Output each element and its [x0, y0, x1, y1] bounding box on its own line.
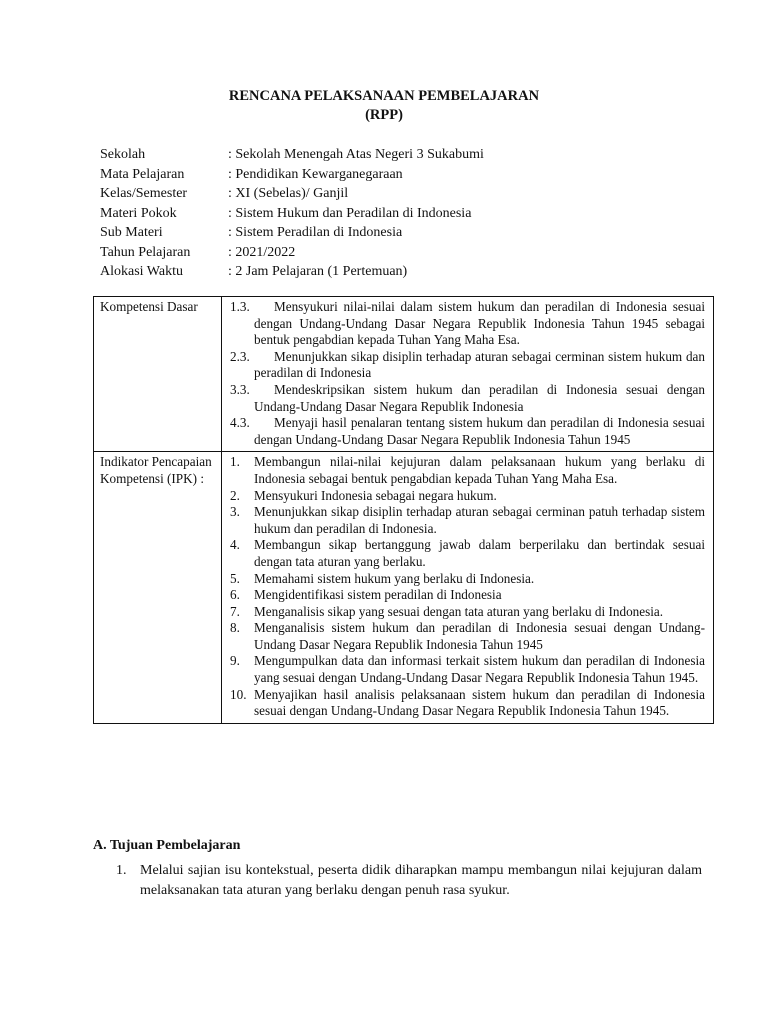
ipk-item-number: 10.: [230, 686, 247, 702]
objective-item: [116, 861, 702, 901]
section-heading-objectives: A. Tujuan Pembelajaran: [93, 838, 241, 853]
ipk-item: [230, 504, 705, 537]
ipk-item-number: 9.: [230, 653, 240, 669]
ipk-item: [230, 620, 705, 653]
info-label: Sekolah: [100, 147, 146, 162]
ipk-item-text: Mengidentifikasi sistem peradilan di Indonesia: [254, 587, 502, 603]
ipk-item-text: Memahami sistem hukum yang berlaku di Indonesia.: [254, 570, 535, 586]
info-label: Alokasi Waktu: [100, 264, 183, 279]
kd-content: [222, 297, 714, 452]
kd-item: [230, 299, 705, 349]
info-value: : 2 Jam Pelajaran (1 Pertemuan): [228, 264, 408, 279]
info-label: Materi Pokok: [100, 205, 177, 221]
info-row-subtopic: [100, 223, 484, 243]
ipk-item-number: 6.: [230, 587, 240, 603]
kd-item-number: 4.3.: [230, 415, 250, 431]
kd-item: [230, 382, 705, 415]
kd-item-text: Mensyukuri nilai-nilai dalam sistem hukum dan peradilan di Indonesia sesuai dengan Undang-Undang Dasar Negara Republik Indonesia Tahun 1945 sebagai bentuk pengabdian kepada Tuhan Yang Maha Esa.: [254, 299, 705, 348]
info-label: Mata Pelajaran: [100, 166, 185, 182]
ipk-item-text: Membangun nilai-nilai kejujuran dalam pelaksanaan hukum yang berlaku di Indonesia sebagai bentuk pengabdian kepada Tuhan Yang Maha Esa.: [254, 454, 705, 486]
info-value: : XI (Sebelas)/ Ganjil: [228, 186, 349, 201]
ipk-item: [230, 604, 705, 621]
competency-table: [93, 296, 714, 724]
info-label: Kelas/Semester: [100, 186, 188, 201]
info-value: : Sekolah Menengah Atas Negeri 3 Sukabumi: [228, 147, 484, 162]
info-row-time: [100, 262, 484, 282]
document-title: RENCANA PELAKSANAAN PEMBELAJARAN: [228, 88, 540, 104]
info-row-subject: [100, 165, 484, 185]
kd-label: Kompetensi Dasar: [94, 297, 222, 452]
kd-item-text: Menunjukkan sikap disiplin terhadap aturan sebagai cerminan sistem hukum dan peradilan di Indonesia: [254, 348, 705, 381]
kd-item-number: 2.3.: [230, 348, 250, 364]
ipk-item-text: Mensyukuri Indonesia sebagai negara hukum.: [254, 487, 497, 503]
ipk-item-text: Menganalisis sistem hukum dan peradilan di Indonesia sesuai dengan Undang-Undang Dasar Negara Republik Indonesia Tahun 1945: [254, 620, 705, 652]
info-row-year: [100, 243, 484, 263]
identity-block: [100, 145, 484, 282]
kd-item-number: 1.3.: [230, 299, 250, 314]
ipk-item-number: 2.: [230, 487, 240, 503]
ipk-item: [230, 687, 705, 720]
info-value: : Sistem Hukum dan Peradilan di Indonesia: [228, 205, 472, 221]
kd-item: [230, 349, 705, 382]
objective-number: 1.: [116, 863, 127, 878]
ipk-item-text: Membangun sikap bertanggung jawab dalam berperilaku dan bertindak sesuai dengan tata aturan yang berlaku.: [254, 537, 705, 569]
objectives-list: [116, 861, 702, 901]
ipk-item-text: Menunjukkan sikap disiplin terhadap aturan sebagai cerminan patuh terhadap sistem hukum dan peradilan di Indonesia.: [254, 504, 705, 536]
ipk-content: [222, 452, 714, 724]
ipk-item: [230, 537, 705, 570]
ipk-item-number: 7.: [230, 603, 240, 619]
ipk-item-text: Mengumpulkan data dan informasi terkait sistem hukum dan peradilan di Indonesia yang sesuai dengan Undang-Undang Dasar Negara Republik Indonesia Tahun 1945.: [254, 653, 705, 686]
ipk-item-number: 5.: [230, 570, 240, 586]
kd-item-text: Mendeskripsikan sistem hukum dan peradilan di Indonesia sesuai dengan Undang-Undang Dasar Negara Republik Indonesia: [254, 381, 705, 414]
info-row-class: [100, 184, 484, 204]
ipk-item-text: Menganalisis sikap yang sesuai dengan tata aturan yang berlaku di Indonesia.: [254, 603, 664, 619]
info-label: Tahun Pelajaran: [100, 244, 191, 260]
ipk-item: [230, 454, 705, 487]
ipk-item-number: 3.: [230, 504, 240, 520]
info-value: : Pendidikan Kewarganegaraan: [228, 166, 403, 182]
info-row-topic: [100, 204, 484, 224]
kd-row: [94, 297, 714, 452]
ipk-item-number: 1.: [230, 454, 240, 470]
ipk-item: [230, 587, 705, 604]
kd-item: [230, 415, 705, 448]
ipk-item: [230, 653, 705, 686]
ipk-label: Indikator Pencapaian Kompetensi (IPK) :: [94, 452, 222, 724]
ipk-row: [94, 452, 714, 724]
ipk-item-number: 8.: [230, 620, 240, 636]
ipk-item-text: Menyajikan hasil analisis pelaksanaan sistem hukum dan peradilan di Indonesia sesuai dengan Undang-Undang Dasar Negara Republik Indonesia Tahun 1945.: [254, 686, 705, 719]
ipk-item-number: 4.: [230, 537, 240, 553]
ipk-item: [230, 571, 705, 588]
info-value: : 2021/2022: [228, 244, 296, 260]
objective-text: Melalui sajian isu kontekstual, peserta didik diharapkan mampu membangun nilai kejujuran dalam melaksanakan tata aturan yang berlaku dengan penuh rasa syukur.: [140, 863, 702, 898]
ipk-item: [230, 488, 705, 505]
info-label: Sub Materi: [100, 225, 163, 240]
info-row-school: [100, 145, 484, 165]
info-value: : Sistem Peradilan di Indonesia: [228, 225, 403, 240]
document-subtitle: (RPP): [365, 107, 403, 123]
kd-item-text: Menyaji hasil penalaran tentang sistem hukum dan peradilan di Indonesia sesuai dengan Undang-Undang Dasar Negara Republik Indonesia Tahun 1945: [254, 415, 705, 447]
kd-item-number: 3.3.: [230, 381, 250, 397]
